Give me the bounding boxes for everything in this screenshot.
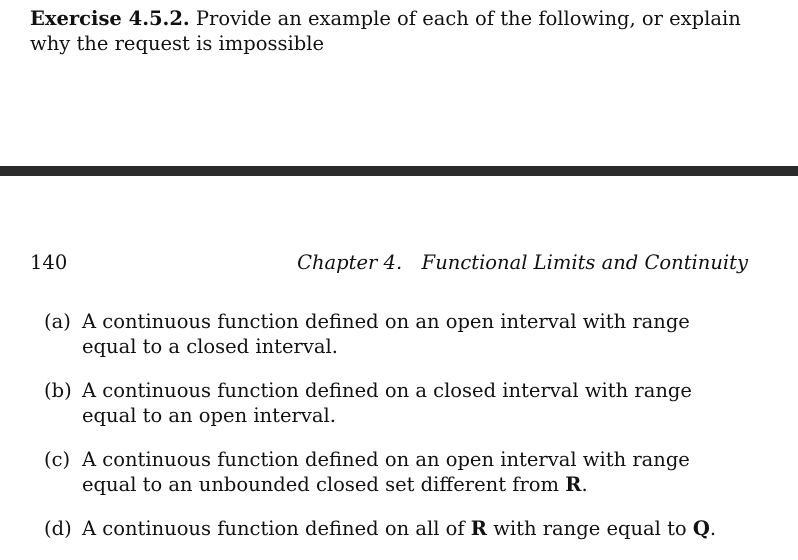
- exercise-title: Exercise 4.5.2.: [30, 7, 190, 30]
- item-label: (b): [44, 379, 72, 402]
- bold-symbol-rationals: Q: [692, 517, 710, 540]
- item-text: A continuous function defined on an open interval with range equal to a closed interval.: [82, 310, 690, 358]
- item-text: A continuous function defined on all of: [82, 517, 471, 540]
- item-text: A continuous function defined on an open interval with range equal to an unbounded closed set different from: [82, 448, 690, 496]
- page-number: 140: [30, 251, 68, 274]
- item-label: (c): [44, 448, 71, 471]
- list-item-a: [30, 309, 748, 359]
- list-item-b: [30, 378, 748, 428]
- page-header: [30, 250, 748, 276]
- exercise-prompt: Provide an example of each of the following, or explain why the request is impossible: [30, 7, 741, 55]
- item-label: (a): [44, 310, 71, 333]
- list-item-d: [30, 516, 748, 541]
- divider-bar: [0, 166, 798, 176]
- item-tail-2: .: [709, 517, 717, 540]
- chapter-title: Chapter 4. Functional Limits and Continuity: [297, 251, 748, 274]
- exercise-statement: [30, 6, 770, 56]
- bold-symbol-reals: R: [565, 473, 582, 496]
- item-tail: with range equal to: [487, 517, 693, 540]
- item-label: (d): [44, 517, 72, 540]
- bold-symbol-reals: R: [470, 517, 487, 540]
- item-list: [30, 309, 748, 560]
- list-item-c: [30, 447, 748, 497]
- item-tail: .: [581, 473, 588, 496]
- item-text: A continuous function defined on a closed interval with range equal to an open interval.: [82, 379, 692, 427]
